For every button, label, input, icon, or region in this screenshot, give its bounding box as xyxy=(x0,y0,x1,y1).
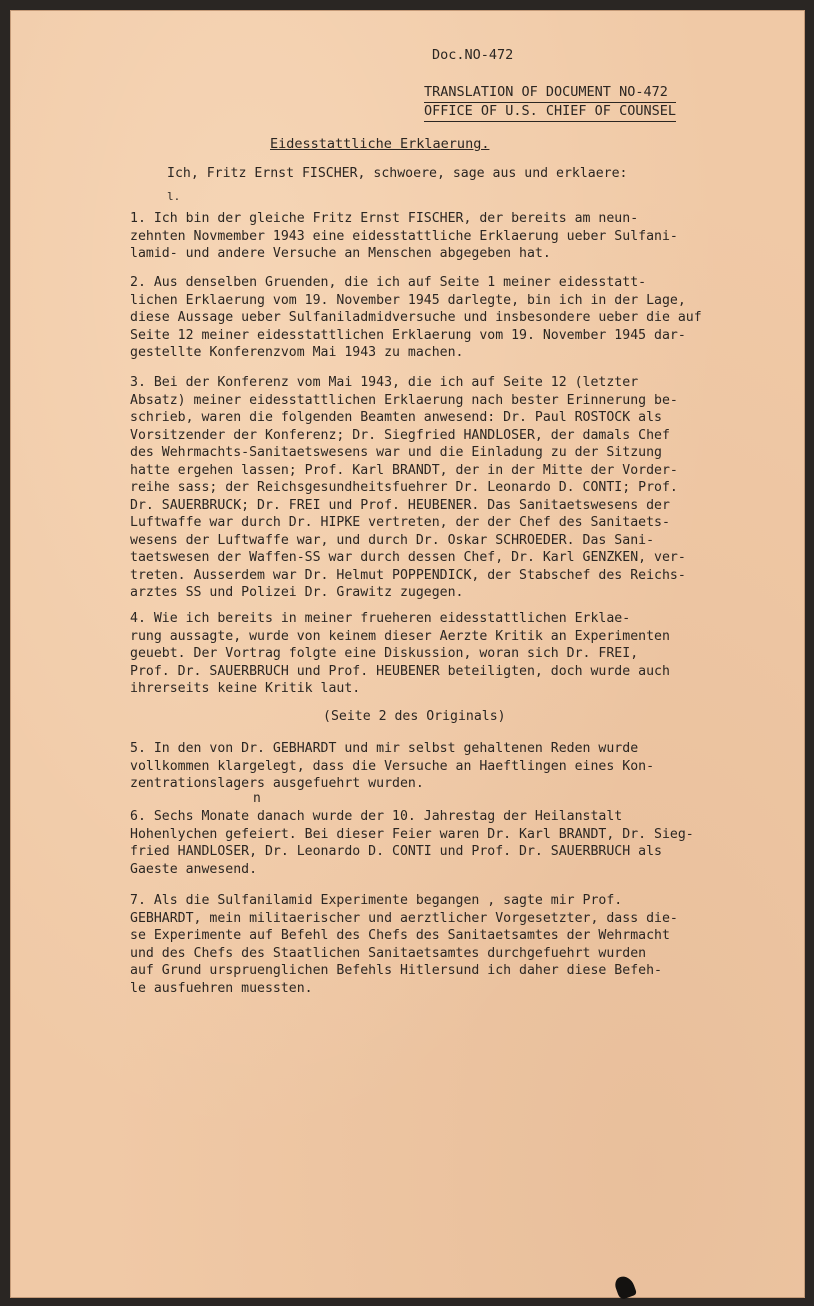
paragraph-line: treten. Ausserdem war Dr. Helmut POPPENDICK, der Stabschef des Reichs- xyxy=(130,567,686,583)
paragraph-line: auf Grund urspruenglichen Befehls Hitlersund ich daher diese Befeh- xyxy=(130,963,662,978)
paragraph-line: hatte ergehen lassen; Prof. Karl BRANDT, der in der Mitte der Vorder- xyxy=(130,462,678,478)
paragraph-line: Dr. SAUERBRUCK; Dr. FREI und Prof. HEUBENER. Das Sanitaetswesens der xyxy=(130,497,670,513)
translation-header xyxy=(424,84,676,122)
document-page xyxy=(10,10,805,1298)
paragraph-line: Prof. Dr. SAUERBRUCH und Prof. HEUBENER beteiligten, doch wurde auch xyxy=(130,663,670,679)
paragraph-1 xyxy=(130,210,730,263)
intro-mark: l. xyxy=(167,190,181,203)
document-body xyxy=(10,10,805,1298)
paragraph-line: 3. Bei der Konferenz vom Mai 1943, die ich auf Seite 12 (letzter xyxy=(130,375,639,390)
paragraph-line: und des Chefs des Staatlichen Sanitaetsamtes durchgefuehrt wurden xyxy=(130,945,647,961)
paragraph-5 xyxy=(130,740,730,793)
paragraph-line: le ausfuehren muessten. xyxy=(130,980,313,996)
paragraph-line: 1. Ich bin der gleiche Fritz Ernst FISCHER, der bereits am neun- xyxy=(130,211,639,226)
paragraph-line: Gaeste anwesend. xyxy=(130,861,258,877)
paragraph-line: GEBHARDT, mein militaerischer und aerztlicher Vorgesetzter, dass die- xyxy=(130,910,678,926)
paragraph-line: 6. Sechs Monate danach wurde der 10. Jahrestag der Heilanstalt xyxy=(130,809,623,824)
header-line-1: TRANSLATION OF DOCUMENT NO-472 xyxy=(424,84,676,103)
paragraph-3 xyxy=(130,374,730,602)
paragraph-line: schrieb, waren die folgenden Beamten anwesend: Dr. Paul ROSTOCK als xyxy=(130,410,662,425)
handwritten-insert: n xyxy=(253,791,261,806)
paragraph-line: 2. Aus denselben Gruenden, die ich auf Seite 1 meiner eidesstatt- xyxy=(130,275,647,290)
paragraph-line: zehnten Novmember 1943 eine eidesstattliche Erklaerung ueber Sulfani- xyxy=(130,228,678,244)
paragraph-4 xyxy=(130,610,730,698)
ink-blot xyxy=(613,1274,637,1301)
paragraph-7 xyxy=(130,892,730,997)
paragraph-line: 7. Als die Sulfanilamid Experimente begangen , sagte mir Prof. xyxy=(130,893,623,908)
paragraph-line: arztes SS und Polizei Dr. Grawitz zugegen. xyxy=(130,585,464,600)
paragraph-2 xyxy=(130,274,730,362)
paragraph-line: gestellte Konferenzvom Mai 1943 zu machen. xyxy=(130,345,464,360)
paragraph-line: Absatz) meiner eidesstattlichen Erklaerung nach bester Erinnerung be- xyxy=(130,392,678,408)
page-marker: (Seite 2 des Originals) xyxy=(323,709,506,724)
paragraph-line: 4. Wie ich bereits in meiner frueheren eidesstattlichen Erklae- xyxy=(130,611,631,626)
paragraph-line: taetswesen der Waffen-SS war durch dessen Chef, Dr. Karl GENZKEN, ver- xyxy=(130,550,686,565)
paragraph-line: zentrationslagers ausgefuehrt wurden. xyxy=(130,776,424,791)
document-title: Eidesstattliche Erklaerung. xyxy=(270,136,490,152)
paragraph-line: se Experimente auf Befehl des Chefs des Sanitaetsamtes der Wehrmacht xyxy=(130,928,670,943)
paragraph-line: 5. In den von Dr. GEBHARDT und mir selbst gehaltenen Reden wurde xyxy=(130,741,639,756)
paragraph-line: fried HANDLOSER, Dr. Leonardo D. CONTI und Prof. Dr. SAUERBRUCH als xyxy=(130,844,662,859)
paragraph-line: wesens der Luftwaffe war, und durch Dr. Oskar SCHROEDER. Das Sani- xyxy=(130,532,655,548)
paragraph-line: ihrerseits keine Kritik laut. xyxy=(130,681,361,696)
paragraph-line: Hohenlychen gefeiert. Bei dieser Feier waren Dr. Karl BRANDT, Dr. Sieg- xyxy=(130,826,694,842)
paragraph-6 xyxy=(130,808,730,878)
paragraph-line: vollkommen klargelegt, dass die Versuche an Haeftlingen eines Kon- xyxy=(130,758,655,774)
paragraph-line: reihe sass; der Reichsgesundheitsfuehrer Dr. Leonardo D. CONTI; Prof. xyxy=(130,480,678,495)
paragraph-line: Seite 12 meiner eidesstattlichen Erklaerung vom 19. November 1945 dar- xyxy=(130,327,686,343)
paragraph-line: Luftwaffe war durch Dr. HIPKE vertreten, der der Chef des Sanitaets- xyxy=(130,515,670,530)
paragraph-line: rung aussagte, wurde von keinem dieser Aerzte Kritik an Experimenten xyxy=(130,628,670,644)
header-line-2: OFFICE OF U.S. CHIEF OF COUNSEL xyxy=(424,103,676,122)
document-number: Doc.NO-472 xyxy=(432,47,514,63)
paragraph-line: lamid- und andere Versuche an Menschen abgegeben hat. xyxy=(130,246,551,261)
paragraph-line: lichen Erklaerung vom 19. November 1945 darlegte, bin ich in der Lage, xyxy=(130,292,686,308)
paragraph-line: des Wehrmachts-Sanitaetswesens war und die Einladung zu der Sitzung xyxy=(130,445,662,460)
paragraph-line: geuebt. Der Vortrag folgte eine Diskussion, woran sich Dr. FREI, xyxy=(130,646,639,661)
paragraph-line: Vorsitzender der Konferenz; Dr. Siegfried HANDLOSER, der damals Chef xyxy=(130,427,670,443)
paragraph-line: diese Aussage ueber Sulfaniladmidversuche und insbesondere ueber die auf xyxy=(130,310,702,325)
intro-statement: Ich, Fritz Ernst FISCHER, schwoere, sage aus und erklaere: xyxy=(167,166,628,181)
